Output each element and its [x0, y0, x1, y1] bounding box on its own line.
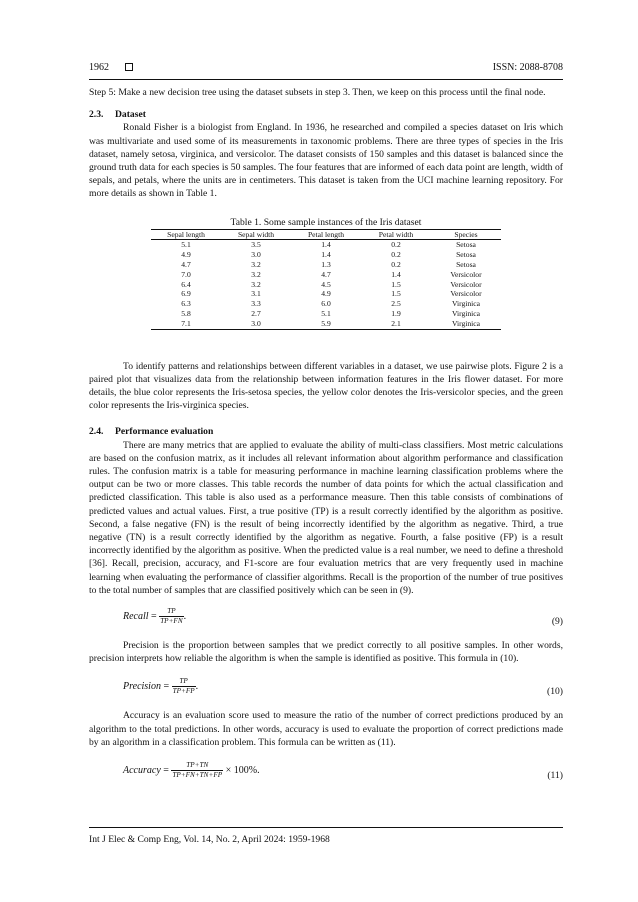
table-cell: 4.7	[181, 260, 191, 270]
table-cell: Virginica	[431, 319, 501, 329]
table-cell: Setosa	[456, 240, 476, 250]
column-header: Petal length	[291, 229, 361, 240]
issn-label: ISSN: 2088-8708	[492, 62, 563, 73]
section-number: 2.4.	[89, 426, 104, 438]
running-footer: Int J Elec & Comp Eng, Vol. 14, No. 2, April 2024: 1959-1968	[89, 834, 330, 845]
section-title: Performance evaluation	[115, 426, 214, 438]
page-body	[89, 86, 563, 793]
table-cell: 5.9	[291, 319, 361, 329]
table-cell: Versicolor	[450, 289, 482, 299]
table-cell: 0.2	[391, 260, 401, 270]
table-cell: 6.9	[181, 289, 191, 299]
equation-number: (9)	[551, 616, 563, 628]
equation-accuracy: Accuracy = $\frac{TP+TN}{TP+FN+TN+FP}$ × 100%. (11)	[123, 761, 563, 782]
table-cell: Versicolor	[450, 269, 482, 279]
section-title: Dataset	[115, 109, 146, 121]
equation-tail: × 100%.	[225, 764, 260, 776]
table-cell: 3.2	[251, 279, 261, 289]
table-cell: 4.5	[321, 279, 331, 289]
table-cell: 5.1	[181, 240, 191, 250]
table-cell: 4.9	[321, 289, 331, 299]
table-cell: 2.7	[251, 309, 261, 318]
table-cell: 1.4	[321, 240, 331, 250]
table-cell: 4.7	[321, 269, 331, 279]
numerator: TP	[179, 677, 188, 686]
square-bullet-icon	[125, 63, 133, 71]
running-header	[89, 60, 563, 76]
table-cell: 3.2	[251, 269, 261, 279]
precision-paragraph: Precision is the proportion between samples that we predict correctly to all positive samples. In other words, precision interprets how reliable the algorithm is when the sample is identified as positive. This formula in (10).	[89, 640, 563, 665]
table-row	[151, 299, 501, 309]
table-cell: 1.3	[321, 260, 331, 270]
table-header-row	[151, 229, 501, 240]
table-row	[151, 240, 501, 250]
iris-sample-table	[151, 229, 501, 330]
table-cell: 7.1	[151, 319, 221, 329]
table-cell: 3.0	[221, 319, 291, 329]
table-cell: 2.5	[391, 299, 401, 309]
table-cell: 1.5	[391, 289, 401, 299]
column-header: Sepal width	[221, 229, 291, 240]
table-row	[151, 309, 501, 319]
numerator: TP	[167, 607, 176, 616]
table-cell: Versicolor	[450, 279, 482, 289]
table-cell: 7.0	[181, 269, 191, 279]
footer-rule	[89, 827, 563, 828]
performance-paragraph: There are many metrics that are applied to evaluate the ability of multi-class classifiers. Most metric calculations are based on the confusion matrix, as it includes all relevant information about algorithm performance and classification rules. The confusion matrix is a table for measuring performance in machine learning classification problems where the output can be two or more classes. This table records the number of data points for which the actual classification and predicted classification. This table is also used as a performance measure. Then this table consists of combinations of predicted values and actual values. First, a true positive (TP) is a result correctly identified by the algorithm as positive. Second, a false negative (FN) is the result of being incorrectly identified by the algorithm as negative. Third, a true negative (TN) is a result correctly identified by the algorithm as negative. Fourth, a false positive (FP) is a result incorrectly identified by the algorithm as positive. When the predicted value is a real number, we need to define a threshold [36]. Recall, precision, accuracy, and F1-score are four evaluation metrics that are very frequently used in machine learning when evaluating the performance of classifier algorithms. Recall is the proportion of the number of true positives to the total number of samples that are classified positively which can be seen in (9).	[89, 439, 563, 596]
equation-fraction	[171, 761, 223, 780]
table-cell: 3.0	[251, 250, 261, 260]
table-cell: 5.1	[321, 309, 331, 318]
table-cell: 3.5	[251, 240, 261, 250]
table-cell: 3.3	[251, 299, 261, 309]
table-cell: 1.5	[391, 279, 401, 289]
table-cell: 6.4	[181, 279, 191, 289]
table-cell: Setosa	[456, 260, 476, 270]
table-cell: Virginica	[451, 299, 481, 309]
table-row	[151, 260, 501, 270]
table-cell: Virginica	[451, 309, 481, 318]
table-row	[151, 250, 501, 260]
table-cell: 5.8	[181, 309, 191, 318]
table-cell: 1.4	[321, 250, 331, 260]
equation-lhs: Recall	[123, 610, 149, 622]
section-heading-dataset	[89, 108, 563, 121]
equation-precision: Precision = $\frac{TP}{TP+FP}$ . (10)	[123, 677, 563, 698]
table-cell: 1.9	[391, 309, 401, 318]
table-cell: 0.2	[391, 250, 401, 260]
denominator: TP+FN+TN+FP	[172, 771, 223, 780]
dataset-paragraph: Ronald Fisher is a biologist from England. In 1936, he researched and compiled a species dataset on Iris which was multivariate and used some of its measurements in taxonomic problems. There are three types of species in the Iris dataset, namely setosa, virginica, and versicolor. The dataset consists of 150 samples and this dataset is balanced since the ground truth data for each species is 50 samples. The four features that are informed of each data point are length, width of sepals, and petals, where the units are in centimeters. This dataset is taken from the UCI machine learning repository. For more details as shown in Table 1.	[89, 122, 563, 200]
step-5-text: Step 5: Make a new decision tree using the dataset subsets in step 3. Then, we keep on this process until the final node.	[89, 87, 546, 98]
denominator: TP+FP	[172, 687, 195, 696]
page-number: 1962	[89, 62, 109, 73]
table-body	[151, 240, 501, 329]
table-cell: 2.1	[361, 319, 431, 329]
pairplot-paragraph: To identify patterns and relationships between different variables in a dataset, we use pairwise plots. Figure 2 is a paired plot that visualizes data from the relationship between information features in the Iris flower dataset. For more details, the blue color represents the Iris-setosa species, the yellow color denotes the Iris-versicolor species, and the green color represents the Iris-virginica species.	[89, 360, 563, 412]
denominator: TP+FN	[160, 617, 183, 626]
table-cell: 0.2	[391, 240, 401, 250]
table-cell: Setosa	[456, 250, 476, 260]
table-row	[151, 319, 501, 329]
table-cell: 3.1	[251, 289, 261, 299]
equation-number: (10)	[547, 686, 563, 698]
equation-tail: .	[195, 681, 199, 693]
equation-number: (11)	[547, 770, 563, 782]
column-header: Petal width	[361, 229, 431, 240]
equation-recall: Recall = $\frac{TP}{TP+FN}$ . (9)	[123, 607, 563, 628]
column-header: Species	[431, 229, 501, 240]
numerator: TP+TN	[186, 761, 209, 770]
column-header: Sepal length	[151, 229, 221, 240]
table-row	[151, 289, 501, 299]
equation-fraction	[172, 677, 196, 696]
table-cell: 4.9	[181, 250, 191, 260]
equation-lhs: Accuracy	[123, 764, 161, 776]
accuracy-paragraph: Accuracy is an evaluation score used to measure the ratio of the number of correct predictions produced by an algorithm to the total predictions. In other words, accuracy is used to evaluate the proportion of correct predictions made by an algorithm in a classification problem. This formula can be written as (11).	[89, 710, 563, 748]
table-cell: 6.3	[181, 299, 191, 309]
equation-lhs: Precision	[123, 681, 161, 693]
table-row	[151, 270, 501, 280]
header-rule	[89, 79, 563, 80]
table-cell: 6.0	[321, 299, 331, 309]
table-cell: 3.2	[251, 260, 261, 270]
section-heading-performance	[89, 425, 563, 438]
equation-fraction	[159, 607, 183, 626]
table-caption: Table 1. Some sample instances of the Iris dataset	[230, 216, 422, 228]
table-row	[151, 280, 501, 290]
table-cell: 1.4	[391, 269, 401, 279]
equation-tail: .	[183, 610, 187, 622]
section-number: 2.3.	[89, 109, 104, 121]
